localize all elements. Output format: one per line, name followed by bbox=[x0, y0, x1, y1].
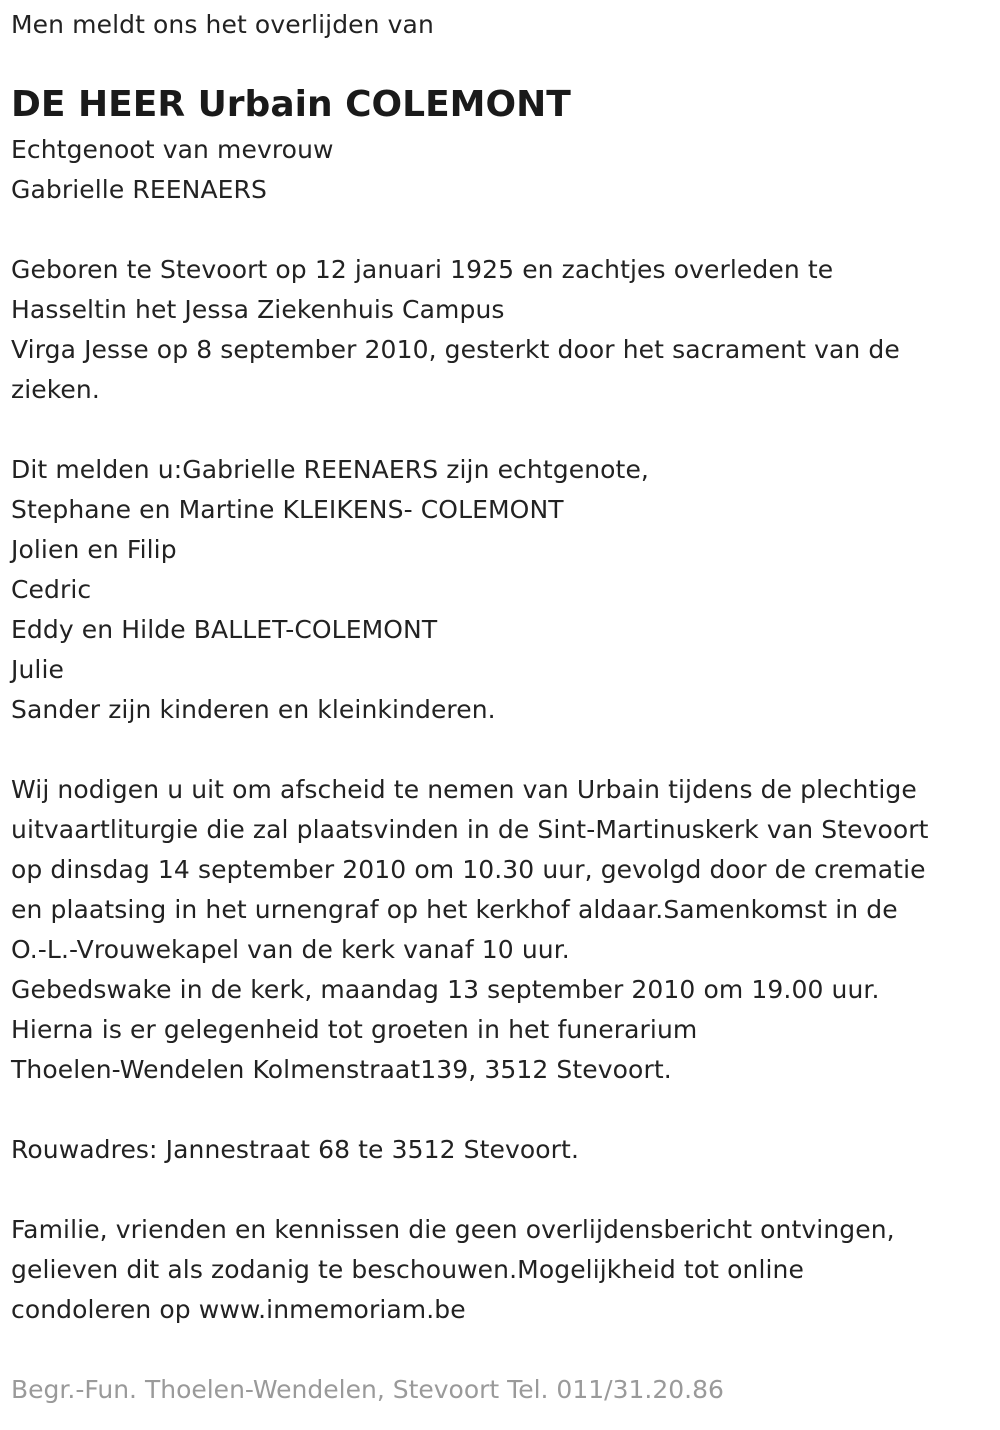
spacer bbox=[11, 730, 996, 770]
family-line: Dit melden u:Gabrielle REENAERS zijn echtgenote, bbox=[11, 455, 649, 484]
spouse-line: Echtgenoot van mevrouw bbox=[11, 135, 334, 164]
notice-block bbox=[11, 1210, 996, 1330]
spouse-block bbox=[11, 130, 996, 210]
family-line: Sander zijn kinderen en kleinkinderen. bbox=[11, 695, 496, 724]
notice-line: gelieven dit als zodanig te beschouwen.Mogelijkheid tot online bbox=[11, 1255, 804, 1284]
family-line: Jolien en Filip bbox=[11, 535, 177, 564]
family-line: Julie bbox=[11, 655, 64, 684]
notice-line: Familie, vrienden en kennissen die geen overlijdensbericht ontvingen, bbox=[11, 1215, 895, 1244]
spacer bbox=[11, 1330, 996, 1370]
ceremony-line: Wij nodigen u uit om afscheid te nemen van Urbain tijdens de plechtige bbox=[11, 775, 917, 804]
birth-death-line: zieken. bbox=[11, 375, 100, 404]
ceremony-line: Thoelen-Wendelen Kolmenstraat139, 3512 Stevoort. bbox=[11, 1055, 672, 1084]
spouse-line: Gabrielle REENAERS bbox=[11, 175, 267, 204]
notice-line: condoleren op www.inmemoriam.be bbox=[11, 1295, 466, 1324]
intro-line: Men meldt ons het overlijden van bbox=[11, 10, 434, 39]
spacer bbox=[11, 210, 996, 250]
ceremony-block bbox=[11, 770, 996, 1090]
ceremony-line: op dinsdag 14 september 2010 om 10.30 uur, gevolgd door de crematie bbox=[11, 855, 926, 884]
family-line: Cedric bbox=[11, 575, 92, 604]
ceremony-line: en plaatsing in het urnengraf op het kerkhof aldaar.Samenkomst in de bbox=[11, 895, 898, 924]
mourning-address: Rouwadres: Jannestraat 68 te 3512 Stevoort. bbox=[11, 1135, 580, 1164]
family-block bbox=[11, 450, 996, 730]
birth-death-block bbox=[11, 250, 996, 410]
ceremony-line: Hierna is er gelegenheid tot groeten in het funerarium bbox=[11, 1015, 698, 1044]
family-line: Stephane en Martine KLEIKENS- COLEMONT bbox=[11, 495, 564, 524]
birth-death-line: Geboren te Stevoort op 12 januari 1925 en zachtjes overleden te bbox=[11, 255, 834, 284]
ceremony-line: O.-L.-Vrouwekapel van de kerk vanaf 10 uur. bbox=[11, 935, 570, 964]
spacer bbox=[11, 410, 996, 450]
ceremony-line: Gebedswake in de kerk, maandag 13 september 2010 om 19.00 uur. bbox=[11, 975, 880, 1004]
deceased-name: DE HEER Urbain COLEMONT bbox=[11, 84, 571, 125]
spacer bbox=[11, 1090, 996, 1130]
obituary-notice bbox=[11, 0, 996, 1410]
ceremony-line: uitvaartliturgie die zal plaatsvinden in de Sint-Martinuskerk van Stevoort bbox=[11, 815, 929, 844]
spacer bbox=[11, 1170, 996, 1210]
birth-death-line: Hasseltin het Jessa Ziekenhuis Campus bbox=[11, 295, 505, 324]
family-line: Eddy en Hilde BALLET-COLEMONT bbox=[11, 615, 438, 644]
funeral-home-footer: Begr.-Fun. Thoelen-Wendelen, Stevoort Tel. 011/31.20.86 bbox=[11, 1375, 724, 1404]
birth-death-line: Virga Jesse op 8 september 2010, gesterkt door het sacrament van de bbox=[11, 335, 900, 364]
